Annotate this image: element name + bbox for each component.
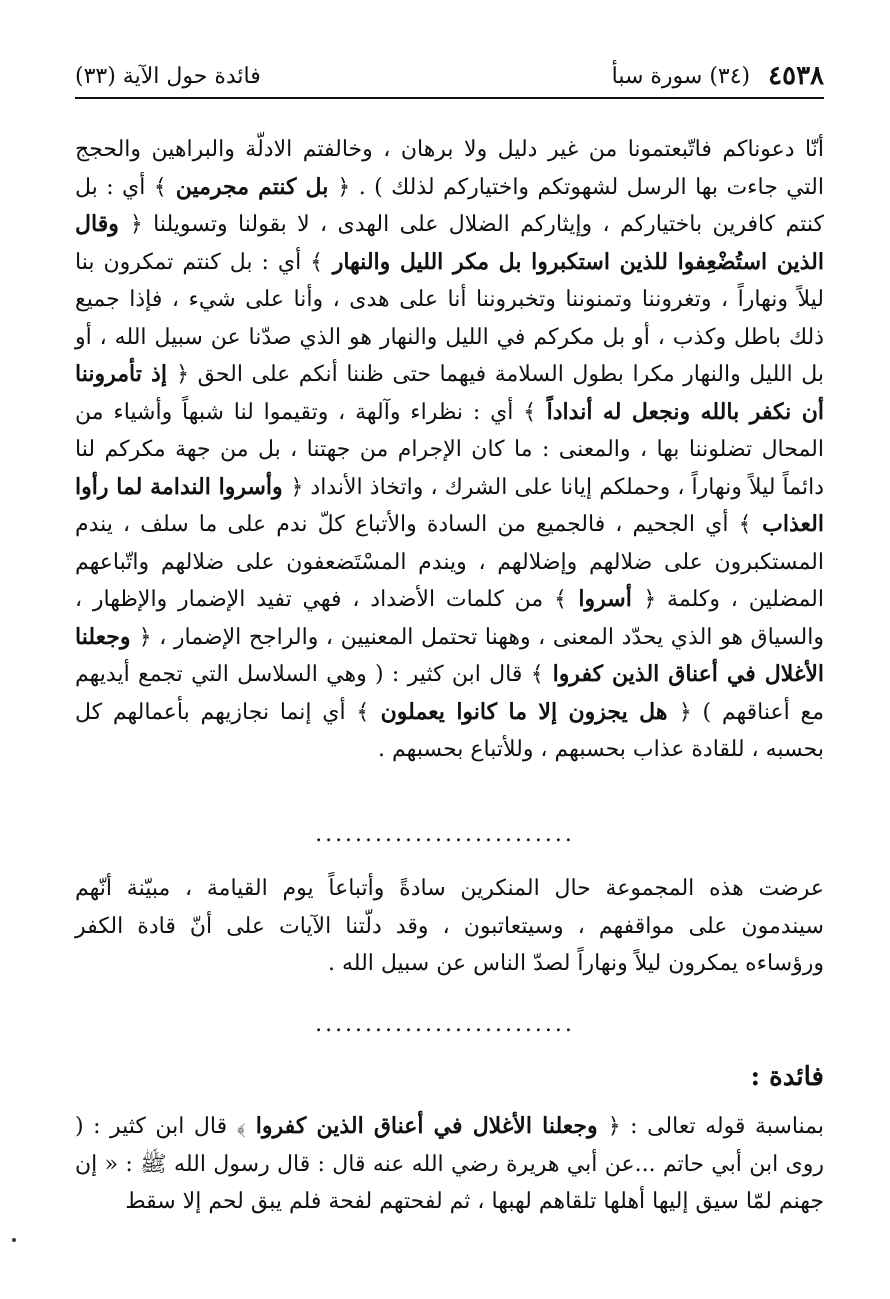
verse-bracket-close: ﴾ <box>236 1114 246 1139</box>
verse-bracket-open: ﴿ <box>138 624 152 650</box>
verse-bracket-close: ﴾ <box>554 587 567 612</box>
text-run: أي : بل كنتم كافرين باختياركم ، وإيثاركم الضلال على الهدى ، لا بقولنا وتسويلنا <box>75 174 824 237</box>
verse-text: وجعلنا الأغلال في أعناق الذين كفروا <box>245 1113 608 1139</box>
text-run: عرضت هذه المجموعة حال المنكرين سادةً وأتباعاً يوم القيامة ، مبيّنة أنّهم سيندمون على مواقفهم ، وسيتعاتبون ، وقد دلّتنا الآيات على أنّ قادة الكفر ورؤساءه يمكرون ليلاً ونهاراً لصدّ الناس عن سبيل الله . <box>75 876 824 976</box>
page-number: ٤٥٣٨ <box>768 61 824 91</box>
paragraph-benefit <box>75 1108 824 1221</box>
text-run: أنّا دعوناكم فاتّبعتمونا من غير دليل ولا برهان ، وخالفتم الادلّة والبراهين والحجج التي جاءت بها الرسل لشهوتكم واختياركم لذلك ) . <box>75 137 824 200</box>
verse-text: إذ تأمروننا أن نكفر بالله ونجعل له أنداداً <box>75 361 824 425</box>
text-run: أي : بل كنتم تمكرون بنا ليلاً ونهاراً ، وتغروننا وتمنوننا وتخبروننا أنا على هدى ، وأنا على شيء ، فإذا جميع ذلك باطل وكذب ، أو بل مكركم في الليل والنهار هو الذي صدّنا عن سبيل الله ، أو بل الليل والنهار مكرا بطول السلامة فيهما حتى ظننا أنكم على الحق <box>75 249 824 387</box>
paragraph-summary <box>75 870 824 983</box>
quran-verse <box>154 174 351 200</box>
verse-bracket-open: ﴿ <box>129 212 143 237</box>
topic-title: فائدة حول الآية (٣٣) <box>75 63 261 89</box>
text-run: قال ابن كثير : ( روى ابن أبي حاتم ...عن أبي هريرة رضي الله عنه قال : قال رسول الله ﷺ : « إن جهنم لمّا سيق إليها أهلها تلقاهم لهبها ، ثم لفحتهم لفحة فلم يبق لحم إلا سقط <box>75 1114 824 1214</box>
header-right <box>612 61 824 91</box>
text-run: من كلمات الأضداد ، فهي تفيد الإضمار والإظهار ، والسياق هو الذي يحدّد المعنى ، وههنا تحتمل المعنيين ، والراجح الإضمار ، <box>75 587 824 650</box>
paragraph-commentary <box>75 131 824 769</box>
verse-bracket-open: ﴿ <box>607 1114 621 1139</box>
quran-verse <box>237 1113 621 1139</box>
text-run: بمناسبة قوله تعالى : <box>620 1114 825 1139</box>
verse-text: هل يجزون إلا ما كانوا يعملون <box>369 698 679 725</box>
verse-text: وأسروا الندامة لما رأوا العذاب <box>75 473 824 537</box>
margin-mark <box>12 1238 16 1242</box>
verse-text: أسروا <box>566 586 644 612</box>
verse-bracket-open: ﴿ <box>678 699 692 725</box>
verse-bracket-close: ﴾ <box>738 512 752 537</box>
verse-text: بل كنتم مجرمين <box>166 173 338 200</box>
verse-bracket-close: ﴾ <box>153 174 167 200</box>
verse-text: وقال الذين استُضْعِفوا للذين استكبروا بل مكر الليل والنهار <box>75 211 824 275</box>
verse-bracket-open: ﴿ <box>337 174 351 200</box>
section-separator: .......................... <box>315 1012 575 1037</box>
verse-bracket-close: ﴾ <box>523 399 537 425</box>
verse-text: وجعلنا الأغلال في أعناق الذين كفروا <box>75 623 824 687</box>
quran-verse <box>356 699 691 725</box>
verse-bracket-close: ﴾ <box>530 662 544 687</box>
section-heading: فائدة : <box>750 1062 824 1092</box>
text-run: أي : نظراء وآلهة ، وتقيموا لنا شبهاً وأشياء من المحال تضلوننا بها ، والمعنى : ما كان الإجرام من جهتنا ، بل من جهة مكركم لنا دائماً ليلاً ونهاراً ، وحملكم إيانا على الشرك ، واتخاذ الأنداد <box>75 399 824 500</box>
quran-verse <box>554 586 656 612</box>
verse-bracket-close: ﴾ <box>310 249 324 275</box>
verse-bracket-open: ﴿ <box>176 362 190 387</box>
text-run: قال ابن كثير : ( وهي السلاسل التي تجمع أيديهم مع أعناقهم ) <box>75 662 824 725</box>
verse-bracket-close: ﴾ <box>356 699 370 725</box>
page-header <box>75 56 824 96</box>
verse-bracket-open: ﴿ <box>643 587 657 612</box>
text-run: أي إنما نجازيهم بأعمالهم كل بحسبه ، للقادة عذاب بحسبهم ، وللأتباع بحسبهم . <box>75 699 824 762</box>
section-separator: .......................... <box>315 822 575 847</box>
surah-title: (٣٤) سورة سبأ <box>611 63 751 89</box>
verse-bracket-open: ﴿ <box>290 474 304 500</box>
text-run: أي الجحيم ، فالجميع من السادة والأتباع كلّ ندم على ما سلف ، يندم المستكبرون على ضلالهم وإضلالهم ، ويندم المسْتَضعفون على ضلالهم واتّباعهم المضلين ، وكلمة <box>75 512 824 612</box>
header-rule <box>75 97 824 99</box>
